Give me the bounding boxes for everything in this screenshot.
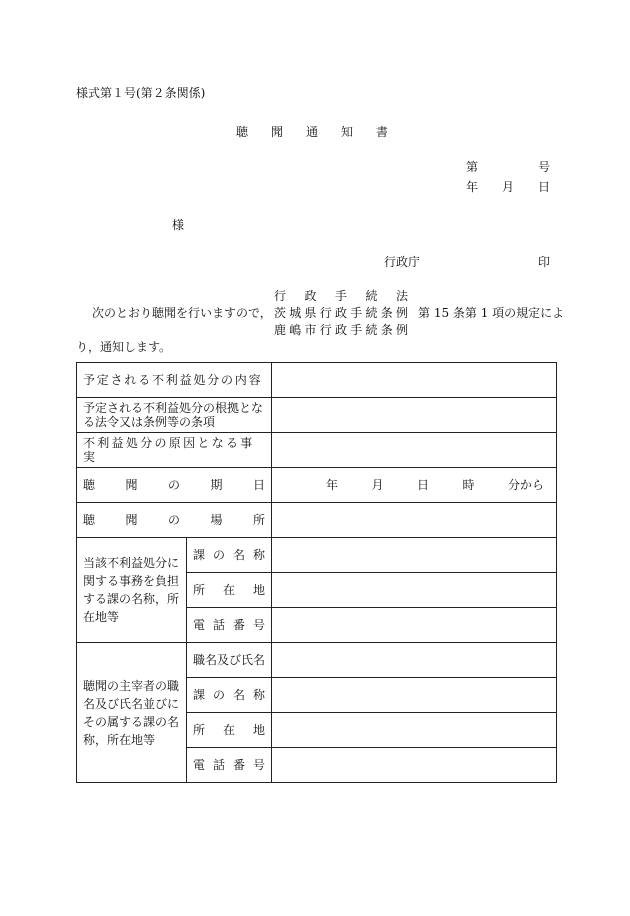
section-name-field[interactable] bbox=[272, 538, 557, 573]
label-char: 地 bbox=[252, 723, 265, 737]
label-char: 地 bbox=[252, 583, 265, 597]
disposition-content-label bbox=[77, 363, 272, 398]
document-number bbox=[466, 160, 550, 174]
date-year-unit: 年 bbox=[466, 180, 479, 194]
hearing-date-field[interactable] bbox=[272, 468, 557, 503]
label-char: の bbox=[167, 513, 180, 527]
label-char: 聴 bbox=[83, 478, 96, 492]
label-char: 号 bbox=[252, 758, 265, 772]
table-row bbox=[77, 468, 557, 503]
label-char: の bbox=[212, 548, 225, 562]
label-char: 名 bbox=[232, 688, 245, 702]
intro-continuation: り，通知します。 bbox=[76, 340, 172, 354]
label-text: 不利益処分の原因となる事実 bbox=[83, 436, 255, 464]
label-char: 所 bbox=[252, 513, 265, 527]
title-char: 通 bbox=[305, 125, 318, 139]
table-row bbox=[77, 538, 557, 573]
label-char: 話 bbox=[212, 618, 225, 632]
label-char: 称 bbox=[252, 688, 265, 702]
table-row bbox=[77, 433, 557, 468]
officer-phone-label bbox=[187, 748, 272, 783]
officer-section-name-label bbox=[187, 678, 272, 713]
law-option-2: 茨城県行政手続条例 bbox=[274, 306, 408, 320]
table-row bbox=[77, 643, 557, 678]
label-char: 期 bbox=[210, 478, 223, 492]
section-name-label bbox=[187, 538, 272, 573]
officer-location-label bbox=[187, 713, 272, 748]
label-text: 予定される不利益処分の内容 bbox=[83, 373, 263, 387]
legal-basis-field[interactable] bbox=[272, 398, 557, 433]
hearing-notice-table bbox=[76, 362, 557, 783]
officer-title-name-field[interactable] bbox=[272, 643, 557, 678]
label-char: 号 bbox=[252, 618, 265, 632]
label-char: 所 bbox=[193, 583, 206, 597]
law-option-1: 行 政 手 続 法 bbox=[274, 289, 408, 303]
label-char: 聴 bbox=[83, 513, 96, 527]
officer-section-name-field[interactable] bbox=[272, 678, 557, 713]
label-char: の bbox=[167, 478, 180, 492]
cause-facts-field[interactable] bbox=[272, 433, 557, 468]
label-char: 電 bbox=[193, 758, 206, 772]
seal-mark: 印 bbox=[538, 255, 551, 269]
hearing-hour-unit: 時 bbox=[462, 478, 475, 492]
legal-basis-label bbox=[77, 398, 272, 433]
label-text: 聴聞の主宰者の職名及び氏名並びにその属する課の名称，所在地等 bbox=[83, 678, 180, 747]
title-char: 書 bbox=[375, 125, 388, 139]
title-char: 聞 bbox=[270, 125, 283, 139]
label-char: 所 bbox=[193, 723, 206, 737]
section-phone-field[interactable] bbox=[272, 608, 557, 643]
label-char: 聞 bbox=[125, 513, 138, 527]
form-number: 様式第１号(第２条関係) bbox=[76, 86, 206, 100]
law-option-3: 鹿嶋市行政手続条例 bbox=[274, 323, 408, 337]
label-char: 称 bbox=[252, 548, 265, 562]
issuer-label: 行政庁 bbox=[384, 255, 421, 269]
hearing-year-unit: 年 bbox=[326, 478, 339, 492]
label-char: 番 bbox=[232, 618, 245, 632]
disposition-content-field[interactable] bbox=[272, 363, 557, 398]
hearing-place-field[interactable] bbox=[272, 503, 557, 538]
label-char: 在 bbox=[222, 583, 235, 597]
label-char: 名 bbox=[232, 548, 245, 562]
cause-facts-label bbox=[77, 433, 272, 468]
table-row bbox=[77, 503, 557, 538]
label-char: 在 bbox=[222, 723, 235, 737]
label-text: 当該不利益処分に関する事務を負担する課の名称，所在地等 bbox=[83, 556, 180, 624]
label-char: 日 bbox=[252, 478, 265, 492]
section-location-field[interactable] bbox=[272, 573, 557, 608]
title-char: 知 bbox=[340, 125, 353, 139]
label-char: 場 bbox=[210, 513, 223, 527]
document-number-prefix: 第 bbox=[466, 160, 479, 174]
label-char: の bbox=[212, 688, 225, 702]
hearing-minute-unit: 分から bbox=[507, 478, 544, 492]
intro-after: 第 15 条第 1 項の規定によ bbox=[418, 306, 565, 320]
label-char: 話 bbox=[212, 758, 225, 772]
hearing-day-unit: 日 bbox=[416, 478, 429, 492]
document-number-suffix: 号 bbox=[537, 160, 550, 174]
officer-phone-field[interactable] bbox=[272, 748, 557, 783]
label-char: 課 bbox=[193, 688, 206, 702]
recipient-suffix: 様 bbox=[172, 218, 185, 232]
title-char: 聴 bbox=[236, 125, 249, 139]
document-date bbox=[466, 180, 550, 194]
date-day-unit: 日 bbox=[537, 180, 550, 194]
label-text: 予定される不利益処分の根拠となる法令又は条例等の条項 bbox=[83, 401, 264, 429]
label-char: 電 bbox=[193, 618, 206, 632]
label-char: 課 bbox=[193, 548, 206, 562]
hearing-month-unit: 月 bbox=[371, 478, 384, 492]
table-row bbox=[77, 363, 557, 398]
table-row bbox=[77, 398, 557, 433]
section-location-label bbox=[187, 573, 272, 608]
date-month-unit: 月 bbox=[501, 180, 514, 194]
responsible-section-label bbox=[77, 538, 187, 643]
label-char: 聞 bbox=[125, 478, 138, 492]
officer-location-field[interactable] bbox=[272, 713, 557, 748]
document-title bbox=[236, 125, 388, 139]
officer-title-name-label bbox=[187, 643, 272, 678]
hearing-date-label bbox=[77, 468, 272, 503]
section-phone-label bbox=[187, 608, 272, 643]
presiding-officer-label bbox=[77, 643, 187, 783]
intro-before: 次のとおり聴聞を行いますので， bbox=[92, 306, 272, 320]
label-text: 職名及び氏名 bbox=[193, 653, 266, 667]
hearing-place-label bbox=[77, 503, 272, 538]
label-char: 番 bbox=[232, 758, 245, 772]
